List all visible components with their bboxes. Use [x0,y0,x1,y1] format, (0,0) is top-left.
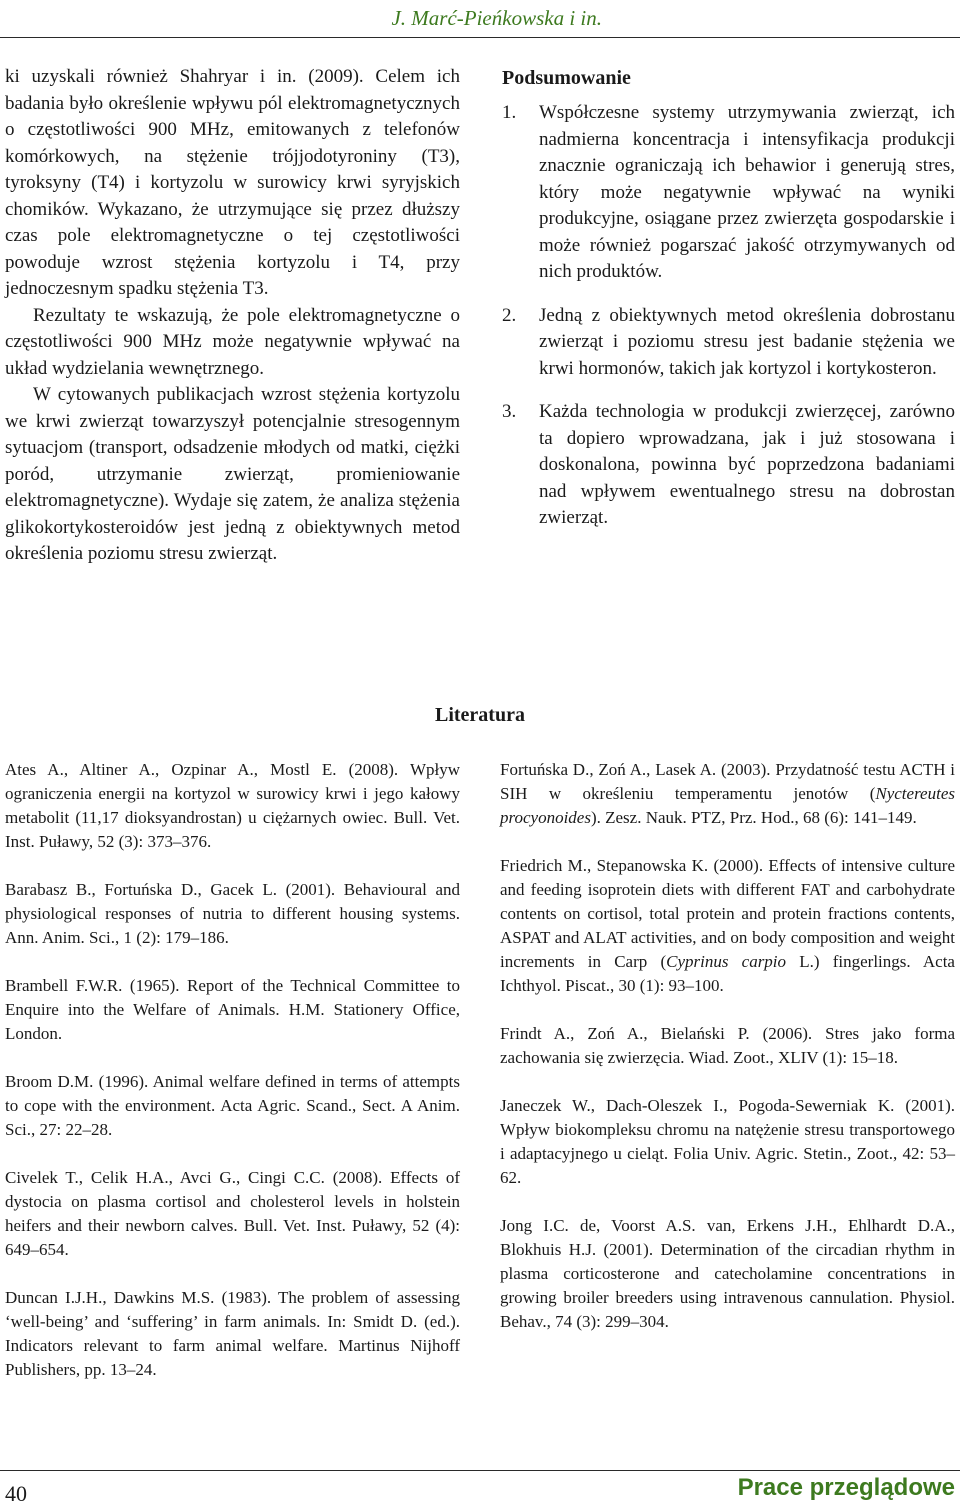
summary-item-number: 2. [502,304,517,326]
summary-item-text: Każda technologia w produkcji zwierzęcej, zarówno ta dopiero wprowadzana, jak i już stosowana i doskonalona, powinna być poprzedzona badaniami nad wpływem ewentualnego stresu na dobrostan zwierząt. [539,401,955,528]
reference-entry: Duncan I.J.H., Dawkins M.S. (1983). The problem of assessing ‘well-being’ and ‘suffering’ in farm animals. In: Smidt D. (ed.). Indicators relevant to farm animal welfare. Martinus Nijhoff Publishers, pp. 13–24. [5,1288,460,1379]
summary-item-text: Współczesne systemy utrzymywania zwierząt, ich nadmierna koncentracja i intensyfikacja produkcji znacznie ograniczają ich behawior i generują stres, który może negatywnie wpływać na wyniki produkcyjne, osiągane przez zwierzęta gospodarskie i może również pogarszać jakość otrzymywanych od nich produktów. [539,102,955,282]
body-paragraph: ki uzyskali również Shahryar i in. (2009). Celem ich badania było określenie wpływu pól elektromagnetycznych o częstotliwości 900 MHz, emitowanych z telefonów komórkowych, na stężenie trójjodotyroniny (T3), tyroksyny (T4) i kortyzolu w surowicy krwi syryjskich chomików. Wykazano, że utrzymujące się przez dłuższy czas pole elektromagnetyczne o tej częstotliwości powoduje wzrost stężenia kortyzolu i T4, przy jednoczesnym spadku stężenia T3. [5,66,460,299]
summary-item-text: Jedną z obiektywnych metod określenia dobrostanu zwierząt i poziomu stresu jest badanie stężenia we krwi hormonów, takich jak kortyzol i kortykosteron. [539,304,955,379]
species-name: Nyctereutes procyonoides [500,784,955,827]
summary-item-number: 3. [502,401,517,422]
summary-item-number: 1. [502,102,517,123]
literature-heading: Literatura [435,704,525,726]
species-name: Cyprinus carpio [666,952,787,971]
footer-rule [0,1470,960,1471]
reference-entry: Ates A., Altiner A., Ozpinar A., Mostl E. (2008). Wpływ ograniczenia energii na kortyzol w surowicy krwi i jego kałowy metabolit (11,17 dioksyandrostan) u ciężarnych owiec. Bull. Vet. Inst. Puławy, 52 (3): 373–376. [5,760,460,851]
reference-entry: Janeczek W., Dach-Oleszek I., Pogoda-Sewerniak K. (2001). Wpływ biokompleksu chromu na natężenie stresu transportowego i adaptacyjnego u cieląt. Folia Univ. Agric. Stetin., Zoot., 42: 53–62. [500,1096,955,1187]
body-left-column [5,64,460,568]
body-paragraph: W cytowanych publikacjach wzrost stężenia kortyzolu we krwi zwierząt towarzyszył potencjalnie stresogennym sytuacjom (transport, odsadzenie młodych od matki, ciężki poród, utrzymanie zwierząt, promieniowanie elektromagnetyczne). Wydaje się zatem, że analiza stężenia glikokortykosteroidów jest jedną z obiektywnych metod określenia poziomu stresu zwierząt. [5,384,460,564]
reference-entry: Friedrich M., Stepanowska K. (2000). Effects of intensive culture and feeding isoprotein diets with different FAT and carbohydrate contents on cortisol, total protein and protein fractions contents, ASPAT and ALAT activities, and on body composition and weight increments in Carp (Cyprinus carpio L.) fingerlings. Acta Ichthyol. Piscat., 30 (1): 93–100. [500,856,955,995]
reference-entry: Fortuńska D., Zoń A., Lasek A. (2003). Przydatność testu ACTH i SIH w określeniu temperamentu jenotów (Nyctereutes procyonoides). Zesz. Nauk. PTZ, Prz. Hod., 68 (6): 141–149. [500,760,955,827]
reference-entry: Barabasz B., Fortuńska D., Gacek L. (2001). Behavioural and physiological responses of nutria to different housing systems. Ann. Anim. Sci., 1 (2): 179–186. [5,880,460,947]
summary-item [502,303,955,383]
body-paragraph: Rezultaty te wskazują, że pole elektromagnetyczne o częstotliwości 900 MHz może negatywnie wpływać na układ wydzielania wewnętrznego. [5,304,460,379]
summary-list [502,100,955,532]
summary-heading: Podsumowanie [502,67,631,89]
summary-item [502,399,955,532]
running-header-author: J. Marć-Pieńkowska i in. [391,6,602,30]
reference-entry: Civelek T., Celik H.A., Avci G., Cingi C.C. (2008). Effects of dystocia on plasma cortisol and cholesterol levels in holstein heifers and their newborn calves. Bull. Vet. Inst. Puławy, 52 (4): 649–654. [5,1168,460,1259]
page-number: 40 [5,1481,27,1506]
summary-section [502,64,955,549]
journal-section-title: Prace przeglądowe [737,1474,955,1501]
reference-entry: Frindt A., Zoń A., Bielański P. (2006). Stres jako forma zachowania się zwierzęcia. Wiad. Zoot., XLIV (1): 15–18. [500,1024,955,1067]
summary-item [502,100,955,286]
references-right-column [500,758,955,1358]
reference-entry: Broom D.M. (1996). Animal welfare defined in terms of attempts to cope with the environment. Acta Agric. Scand., Sect. A Anim. Sci., 27: 22–28. [5,1072,460,1139]
reference-entry: Brambell F.W.R. (1965). Report of the Technical Committee to Enquire into the Welfare of Animals. H.M. Stationery Office, London. [5,976,460,1043]
header-rule [0,37,960,38]
references-left-column [5,758,460,1406]
reference-entry: Jong I.C. de, Voorst A.S. van, Erkens J.H., Ehlhardt D.A., Blokhuis H.J. (2001). Determination of the circadian rhythm in plasma corticosterone and catecholamine concentrations in growing broiler breeders using intravenous cannulation. Physiol. Behav., 74 (3): 299–304. [500,1216,955,1331]
